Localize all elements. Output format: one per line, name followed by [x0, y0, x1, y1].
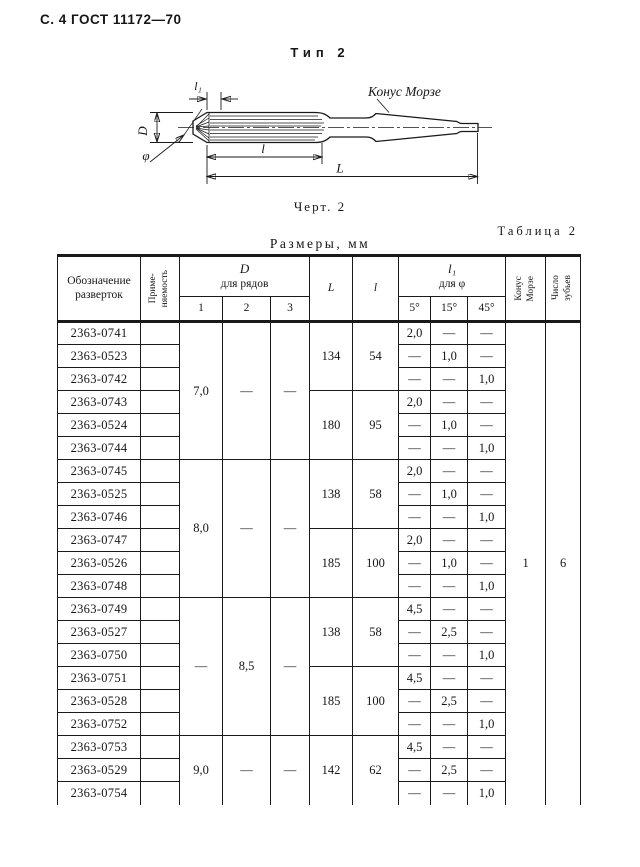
l1-phi-5-cell: — — [399, 345, 431, 368]
designation-cell: 2363-0529 — [58, 759, 141, 782]
L-value-cell: 134 — [310, 322, 353, 391]
l1-phi-45-cell: — — [468, 598, 506, 621]
col-header-applicability — [141, 256, 180, 322]
applicability-cell — [141, 713, 180, 736]
table-body — [58, 322, 581, 805]
designation-cell: 2363-0523 — [58, 345, 141, 368]
table-label: Таблица 2 — [497, 224, 578, 238]
table-row — [58, 529, 581, 552]
dim-D-label: D — [135, 126, 150, 136]
table-row — [58, 667, 581, 690]
applicability-cell — [141, 667, 180, 690]
L-value-cell: 138 — [310, 460, 353, 529]
table-row — [58, 460, 581, 483]
l1-phi-5-cell: — — [399, 414, 431, 437]
applicability-cell — [141, 759, 180, 782]
l1-phi-45-cell: — — [468, 529, 506, 552]
applicability-cell — [141, 460, 180, 483]
l1-phi-5-cell: — — [399, 575, 431, 598]
applicability-cell — [141, 322, 180, 345]
L-value-cell: 180 — [310, 391, 353, 460]
l1-phi-45-cell: — — [468, 621, 506, 644]
l1-phi-15-cell: — — [431, 460, 468, 483]
l-value-cell: 100 — [353, 667, 399, 736]
applicability-line2: няемость — [160, 269, 170, 308]
designation-cell: 2363-0752 — [58, 713, 141, 736]
l1-phi-5-cell: — — [399, 759, 431, 782]
applicability-cell — [141, 414, 180, 437]
applicability-cell — [141, 575, 180, 598]
dimensions-table — [57, 254, 581, 805]
applicability-cell — [141, 736, 180, 759]
teeth-count-vertical-text — [551, 275, 575, 301]
col-header-teeth-count — [546, 256, 581, 322]
col-header-L: L — [310, 256, 353, 322]
designation-cell: 2363-0743 — [58, 391, 141, 414]
d-symbol: D — [239, 261, 250, 277]
l1-phi-45-cell: — — [468, 736, 506, 759]
l-value-cell: 100 — [353, 529, 399, 598]
l1-phi-15-cell: — — [431, 667, 468, 690]
applicability-cell — [141, 621, 180, 644]
designation-header-line2: разверток — [75, 288, 123, 301]
subcol-phi-45: 45° — [468, 297, 506, 322]
table-row — [58, 322, 581, 345]
l1-phi-45-cell: — — [468, 322, 506, 345]
applicability-cell — [141, 506, 180, 529]
morse-cone-value-cell: 1 — [506, 322, 546, 805]
l1-phi-5-cell: — — [399, 506, 431, 529]
col-header-l1-group — [399, 256, 506, 297]
morse-cone-vertical-text — [514, 276, 538, 302]
d-row-2-cell: — — [223, 736, 271, 805]
l1-phi-45-cell: 1,0 — [468, 782, 506, 805]
d-row-3-cell: — — [271, 322, 310, 460]
l1-phi-5-cell: 2,0 — [399, 391, 431, 414]
reamer-technical-drawing — [0, 0, 640, 230]
morse-line2: Морзе — [525, 275, 536, 302]
designation-cell: 2363-0747 — [58, 529, 141, 552]
designation-cell: 2363-0524 — [58, 414, 141, 437]
d-caption: для рядов — [220, 278, 269, 290]
designation-cell: 2363-0742 — [58, 368, 141, 391]
applicability-cell — [141, 483, 180, 506]
teeth-line2: зубьев — [563, 275, 574, 302]
dim-phi-label: φ — [142, 148, 150, 163]
subcol-d-2: 2 — [223, 297, 271, 322]
d-row-3-cell: — — [271, 736, 310, 805]
l1-phi-45-cell: — — [468, 759, 506, 782]
l1-phi-45-cell: 1,0 — [468, 368, 506, 391]
l1-phi-15-cell: — — [431, 713, 468, 736]
L-value-cell: 138 — [310, 598, 353, 667]
l1-phi-45-cell: — — [468, 460, 506, 483]
table-title: Размеры, мм — [269, 236, 371, 251]
l1-phi-45-cell: 1,0 — [468, 713, 506, 736]
l1-phi-45-cell: — — [468, 483, 506, 506]
designation-cell: 2363-0741 — [58, 322, 141, 345]
d-row-3-cell: — — [271, 460, 310, 598]
designation-cell: 2363-0748 — [58, 575, 141, 598]
l1-phi-5-cell: — — [399, 782, 431, 805]
L-value-cell: 142 — [310, 736, 353, 805]
l1-phi-5-cell: — — [399, 437, 431, 460]
d-row-3-cell: — — [271, 598, 310, 736]
applicability-cell — [141, 437, 180, 460]
col-header-d-group — [180, 256, 310, 297]
l1-phi-5-cell: 2,0 — [399, 529, 431, 552]
l1-phi-15-cell: 1,0 — [431, 345, 468, 368]
subcol-d-3: 3 — [271, 297, 310, 322]
l1-phi-45-cell: — — [468, 391, 506, 414]
l1-phi-45-cell: 1,0 — [468, 575, 506, 598]
applicability-cell — [141, 690, 180, 713]
table-row — [58, 736, 581, 759]
morse-cone-label: Конус Морзе — [368, 84, 441, 99]
designation-cell: 2363-0749 — [58, 598, 141, 621]
l1-phi-15-cell: — — [431, 575, 468, 598]
l1-phi-15-cell: — — [431, 322, 468, 345]
applicability-line1: Приме- — [148, 273, 159, 304]
l1-phi-15-cell: — — [431, 644, 468, 667]
applicability-cell — [141, 368, 180, 391]
l1-phi-45-cell: — — [468, 690, 506, 713]
l1-phi-45-cell: — — [468, 414, 506, 437]
applicability-cell — [141, 598, 180, 621]
d-row-2-cell: — — [223, 322, 271, 460]
l-value-cell: 95 — [353, 391, 399, 460]
l1-phi-5-cell: 4,5 — [399, 667, 431, 690]
l1-phi-15-cell: 1,0 — [431, 483, 468, 506]
designation-cell: 2363-0754 — [58, 782, 141, 805]
designation-cell: 2363-0746 — [58, 506, 141, 529]
L-value-cell: 185 — [310, 529, 353, 598]
l1-phi-15-cell: — — [431, 506, 468, 529]
page-header: С. 4 ГОСТ 11172—70 — [40, 12, 182, 27]
subcol-phi-15: 15° — [431, 297, 468, 322]
applicability-vertical-text — [148, 270, 172, 307]
l1-phi-5-cell: — — [399, 690, 431, 713]
l1-phi-15-cell: 1,0 — [431, 552, 468, 575]
d-row-1-cell: 7,0 — [180, 322, 223, 460]
morse-line1: Конус — [513, 276, 524, 301]
l1-phi-15-cell: 1,0 — [431, 414, 468, 437]
l1-phi-5-cell: 2,0 — [399, 322, 431, 345]
designation-cell: 2363-0527 — [58, 621, 141, 644]
designation-cell: 2363-0751 — [58, 667, 141, 690]
l1-phi-15-cell: — — [431, 529, 468, 552]
col-header-l: l — [353, 256, 399, 322]
applicability-cell — [141, 529, 180, 552]
designation-cell: 2363-0753 — [58, 736, 141, 759]
l1-phi-5-cell: — — [399, 368, 431, 391]
col-header-morse-cone — [506, 256, 546, 322]
figure-type-title: Тип 2 — [290, 45, 350, 60]
d-row-1-cell: 9,0 — [180, 736, 223, 805]
teeth-line1: Число — [551, 276, 562, 301]
d-row-2-cell: 8,5 — [223, 598, 271, 736]
d-row-1-cell: 8,0 — [180, 460, 223, 598]
l1-phi-15-cell: 2,5 — [431, 621, 468, 644]
designation-cell: 2363-0750 — [58, 644, 141, 667]
d-row-2-cell: — — [223, 460, 271, 598]
l-value-cell: 58 — [353, 460, 399, 529]
table-row — [58, 598, 581, 621]
l1-phi-45-cell: — — [468, 667, 506, 690]
l1-phi-15-cell: — — [431, 782, 468, 805]
subcol-phi-5: 5° — [399, 297, 431, 322]
designation-cell: 2363-0525 — [58, 483, 141, 506]
l1-phi-15-cell: — — [431, 736, 468, 759]
l-value-cell: 58 — [353, 598, 399, 667]
designation-cell: 2363-0744 — [58, 437, 141, 460]
l1-phi-45-cell: 1,0 — [468, 506, 506, 529]
dim-l-label: l — [261, 141, 265, 156]
designation-cell: 2363-0526 — [58, 552, 141, 575]
l1-phi-5-cell: 4,5 — [399, 736, 431, 759]
applicability-cell — [141, 782, 180, 805]
dim-L-label: L — [336, 160, 344, 176]
l1-caption: для φ — [438, 278, 466, 290]
l1-symbol: l₁ — [447, 261, 457, 277]
applicability-cell — [141, 552, 180, 575]
applicability-cell — [141, 644, 180, 667]
l1-phi-15-cell: 2,5 — [431, 690, 468, 713]
l1-phi-5-cell: — — [399, 644, 431, 667]
l1-phi-45-cell: 1,0 — [468, 437, 506, 460]
applicability-cell — [141, 345, 180, 368]
l1-phi-45-cell: — — [468, 345, 506, 368]
l1-phi-15-cell: — — [431, 391, 468, 414]
designation-cell: 2363-0745 — [58, 460, 141, 483]
l1-phi-5-cell: 2,0 — [399, 460, 431, 483]
figure-caption: Черт. 2 — [293, 199, 347, 214]
table-row — [58, 391, 581, 414]
subcol-d-1: 1 — [180, 297, 223, 322]
l1-phi-15-cell: — — [431, 598, 468, 621]
L-value-cell: 185 — [310, 667, 353, 736]
l1-phi-45-cell: — — [468, 552, 506, 575]
l1-phi-5-cell: — — [399, 713, 431, 736]
applicability-cell — [141, 391, 180, 414]
designation-cell: 2363-0528 — [58, 690, 141, 713]
teeth-count-value-cell: 6 — [546, 322, 581, 805]
l1-phi-15-cell: — — [431, 368, 468, 391]
l1-phi-5-cell: — — [399, 552, 431, 575]
l1-phi-5-cell: 4,5 — [399, 598, 431, 621]
l-value-cell: 54 — [353, 322, 399, 391]
d-row-1-cell: — — [180, 598, 223, 736]
l1-phi-15-cell: — — [431, 437, 468, 460]
designation-header-line1: Обозначение — [67, 274, 131, 287]
l1-phi-5-cell: — — [399, 621, 431, 644]
l1-phi-15-cell: 2,5 — [431, 759, 468, 782]
l1-phi-5-cell: — — [399, 483, 431, 506]
l-value-cell: 62 — [353, 736, 399, 805]
col-header-designation — [58, 256, 141, 322]
l1-phi-45-cell: 1,0 — [468, 644, 506, 667]
dim-l1-label: l₁ — [194, 79, 202, 93]
